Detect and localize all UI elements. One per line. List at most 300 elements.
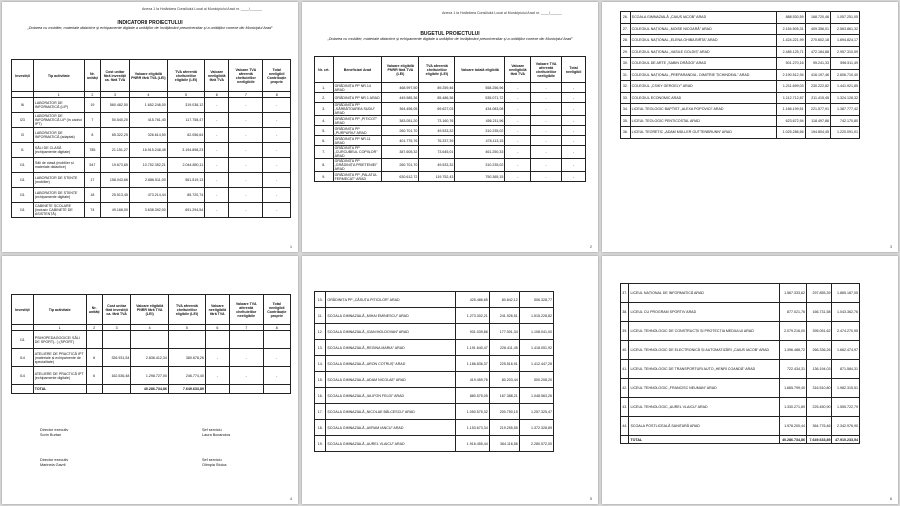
table-cell: 297.855,39 <box>807 284 832 303</box>
table-cell: COLEGIUL ECONOMIC ARAD <box>630 92 776 104</box>
index-cell: 5 <box>168 325 205 331</box>
budget-body-cont-3 <box>621 284 860 436</box>
table-cell: 17. <box>315 404 326 420</box>
table-cell: 65.322,25 <box>101 128 130 143</box>
table-cell: 80.203,44 <box>489 372 519 388</box>
table-cell: 117.758,47 <box>167 113 204 128</box>
table-cell: - <box>229 113 263 128</box>
table-cell: - <box>205 188 229 203</box>
table-row <box>621 69 860 81</box>
table-cell: 1.048.563,26 <box>519 388 553 404</box>
table-cell: 73.160,76 <box>419 116 455 126</box>
table-cell: COLEGIUL „CSIKY GERGELY” ARAD <box>630 81 776 93</box>
table-cell: 162.536,48 <box>102 367 131 385</box>
signature-person: Laura Bocancios <box>202 433 231 437</box>
table-cell: 89.259,46 <box>419 83 455 93</box>
indicators-body <box>12 98 291 218</box>
total-row <box>621 436 860 444</box>
table-cell: LICEUL TEHNOLOGIC DE ELECTRONICĂ ȘI AUTOMATIZĂRI „CAIUS IACOB” ARAD <box>629 341 779 360</box>
document-page-3 <box>602 2 898 252</box>
signature-block <box>202 458 226 468</box>
table-cell: 219.255,55 <box>489 420 519 436</box>
table-cell: 118.497,86 <box>805 115 830 127</box>
table-cell: 167.388,21 <box>489 388 519 404</box>
col-header: Valoare TVA aferentă cheltuielilor neeligibile <box>531 57 562 83</box>
table-cell: 16. <box>315 388 326 404</box>
index-cell: 1 <box>33 325 86 331</box>
signature-block <box>40 428 68 438</box>
table-row <box>315 136 586 146</box>
document-page-4 <box>2 256 298 504</box>
table-cell: - <box>505 172 531 182</box>
table-cell: 1. <box>315 83 334 93</box>
table-row <box>315 308 554 324</box>
col-header: Cost unitar fără investiții ca. fără TVA <box>101 60 130 92</box>
col-header: Total neeligibil Contribuție proprie <box>263 295 290 325</box>
table-cell: - <box>531 172 562 182</box>
table-cell: 2.474.270,95 <box>832 322 860 341</box>
table-cell: 1.396.488,72 <box>779 341 807 360</box>
table-cell: 95.241,33 <box>805 58 830 70</box>
total-value: 7.649.633,89 <box>807 436 832 444</box>
table-cell: 2.280.572,00 <box>519 436 553 452</box>
table-row <box>621 12 860 24</box>
table-cell: 19. <box>315 436 326 452</box>
table-cell: LABORATOR DE ȘTIINȚE (mobilier) <box>33 173 84 188</box>
table-row <box>315 372 554 388</box>
table-cell: 158.043,66 <box>101 173 130 188</box>
table-cell: 2.342.976,90 <box>832 417 860 436</box>
table-cell: 49.533,32 <box>419 159 455 172</box>
table-cell: GRĂDINIȚA PP NR.1 ARAD <box>333 93 382 103</box>
table-cell: COLEGIUL NAȚIONAL „VASILE GOLDIȘ” ARAD <box>630 46 776 58</box>
table-cell: 1.424.221,99 <box>776 35 805 47</box>
table-cell: 168.720,46 <box>805 12 830 24</box>
table-header-row <box>12 60 291 92</box>
signature-role: Șef serviciu <box>202 428 222 432</box>
table-cell: COLEGIUL NAȚIONAL „PREPARANDIA - DIMITRIE ȚICHINDEAL” ARAD <box>630 69 776 81</box>
table-cell: 326.931,54 <box>102 349 131 367</box>
table-cell: - <box>505 136 531 146</box>
table-cell: - <box>505 116 531 126</box>
table-cell: - <box>263 173 291 188</box>
table-cell: 535.071,72 <box>455 93 505 103</box>
table-cell: 1.043.362,76 <box>832 303 860 322</box>
table-cell: ȘCOALA GIMNAZIALĂ „ADAM NICOLAE” ARAD <box>326 372 455 388</box>
col-header: Valoare eligibilă PNRR fără TVA (LEI) <box>131 295 168 325</box>
table-cell: 1.153.673,34 <box>455 420 489 436</box>
table-cell: 319.038,12 <box>167 98 204 113</box>
table-cell: 383.051,20 <box>382 116 419 126</box>
table-cell: 1.112.712,87 <box>776 92 805 104</box>
table-cell: LICEUL TEOLOGIC BAPTIST „ALEXA POPOVICI” ARAD <box>630 104 776 116</box>
signature-role: Director executiv <box>40 428 69 432</box>
table-row <box>621 115 860 127</box>
table-row <box>315 292 554 308</box>
table-cell: - <box>263 158 291 173</box>
table-cell: 2.957.310,59 <box>830 46 859 58</box>
table-cell: 326.614,50 <box>129 128 167 143</box>
table-cell: 8. <box>315 159 334 172</box>
table-cell: 36. <box>621 127 631 139</box>
table-cell: I3 <box>12 128 34 143</box>
index-cell: 2 <box>84 92 100 98</box>
table-cell: 401.775,76 <box>382 136 419 146</box>
table-cell: GRĂDINIȚA PP „CĂSUȚA PITICILOR” ARAD <box>326 292 455 308</box>
total-label: TOTAL <box>33 385 86 394</box>
table-cell: 69.627,03 <box>419 103 455 116</box>
table-row <box>621 127 860 139</box>
table-cell: 270.602,18 <box>805 35 830 47</box>
table-row <box>315 126 586 136</box>
table-cell: - <box>562 136 586 146</box>
table-cell: 41. <box>621 360 629 379</box>
table-cell: 871.584,31 <box>832 360 860 379</box>
table-cell: 73.645,01 <box>419 146 455 159</box>
table-cell: 8 <box>84 128 100 143</box>
col-header: Total neeligibil Contribuție proprie <box>263 60 291 92</box>
table-cell: PSIHOPEDAGOGICE/ SĂLI DE SPORT(...) (SPORT) <box>33 331 86 349</box>
table-cell: - <box>562 83 586 93</box>
table-cell: 6 <box>86 367 102 385</box>
table-cell: I11 <box>12 203 34 218</box>
table-row <box>315 436 554 452</box>
table-cell: ȘCOALA GIMNAZIALĂ „ARON COTRUȘ” ARAD <box>326 356 455 372</box>
table-cell: 1.298.727,00 <box>131 367 168 385</box>
table-cell: CABINETE ȘCOLARE (inclusiv CABINETE DE ASISTENȚĂ) <box>33 203 84 218</box>
table-row <box>12 143 291 158</box>
table-cell: 1.050.575,32 <box>455 404 489 420</box>
table-cell: 425.486,65 <box>455 292 489 308</box>
table-cell: - <box>562 159 586 172</box>
table-row <box>621 92 860 104</box>
table-cell: 561.519,13 <box>167 173 204 188</box>
table-cell: 246.774,40 <box>168 367 205 385</box>
table-cell: 742.170,80 <box>830 115 859 127</box>
col-header: Investiții <box>12 295 34 325</box>
table-cell: - <box>229 98 263 113</box>
table-cell: 560.482,50 <box>101 98 130 113</box>
index-cell: 7 <box>229 325 263 331</box>
table-cell: 42. <box>621 379 629 398</box>
table-cell: 7 <box>84 113 100 128</box>
total-value: 40.286.734,86 <box>131 385 168 394</box>
table-cell: - <box>229 128 263 143</box>
table-cell: LICEUL CU PROGRAM SPORTIV ARAD <box>629 303 779 322</box>
table-cell: 76.337,39 <box>419 136 455 146</box>
col-header: TVA aferentă cheltuielilor eligibile (LEI) <box>168 295 205 325</box>
table-cell: ȘCOALA GIMNAZIALĂ „NICOLAE BĂLCESCU” ARAD <box>326 404 455 420</box>
table-cell: - <box>531 103 562 116</box>
table-cell: I23 <box>12 113 34 128</box>
table-cell: - <box>562 172 586 182</box>
table-cell: 630.612,72 <box>382 172 419 182</box>
table-cell: 38. <box>621 303 629 322</box>
index-cell: 8 <box>263 325 290 331</box>
table-row <box>12 128 291 143</box>
table-cell: 2.606.710,40 <box>830 69 859 81</box>
table-cell: - <box>505 103 531 116</box>
table-cell: 3. <box>315 103 334 116</box>
table-cell: - <box>531 136 562 146</box>
total-row <box>12 385 291 394</box>
table-row <box>621 23 860 35</box>
table-cell: 18. <box>315 420 326 436</box>
table-cell: I14 <box>12 349 34 367</box>
table-row <box>12 158 291 173</box>
table-cell: 9. <box>315 172 334 182</box>
col-header: Beneficiar/ Arad <box>333 57 382 83</box>
table-cell: 4. <box>315 116 334 126</box>
page-number: 4 <box>290 497 292 501</box>
table-cell: - <box>531 83 562 93</box>
table-cell: ȘCOALA GIMNAZIALĂ „IOAN MOLDOVAN” ARAD <box>326 324 455 340</box>
col-header: Total neeligibil <box>562 57 586 83</box>
table-cell: 33. <box>621 92 631 104</box>
table-cell: - <box>505 93 531 103</box>
table-cell: 1.211.699,03 <box>776 81 805 93</box>
table-cell: 558.256,96 <box>455 83 505 93</box>
header-note: Anexa 1 la Hotărârea Consiliului Local al Municipiului Arad nr. ____/______ <box>442 11 562 15</box>
table-row <box>315 356 554 372</box>
table-cell: ATELIERE DE PRACTICĂ IPT (echipamente digitale) <box>33 367 86 385</box>
table-cell: - <box>229 349 263 367</box>
table-cell: 6. <box>315 136 334 146</box>
table-cell: 1.418.051,92 <box>519 340 553 356</box>
table-row <box>621 398 860 417</box>
col-header: Valoare neeligibilă fără TVA <box>205 60 229 92</box>
page-number: 2 <box>590 245 592 249</box>
page-number: 3 <box>890 245 892 249</box>
table-cell: 468.997,50 <box>382 83 419 93</box>
table-cell: 1.441.921,85 <box>830 81 859 93</box>
table-cell: 1.025.286,56 <box>776 127 805 139</box>
table-cell: - <box>205 158 229 173</box>
table-cell: 26. <box>621 12 631 24</box>
budget-body <box>315 83 586 182</box>
table-row <box>621 46 860 58</box>
budget-table-cont <box>620 283 860 444</box>
table-row <box>621 360 860 379</box>
index-cell: 6 <box>205 92 229 98</box>
table-cell: 395.051,62 <box>807 322 832 341</box>
table-cell: - <box>562 116 586 126</box>
table-cell: 364.456,05 <box>382 103 419 116</box>
table-row <box>12 367 291 385</box>
table-cell: 37. <box>621 284 629 303</box>
table-cell: 596.511,49 <box>830 58 859 70</box>
table-cell: GRĂDINIȚA PP NR.11 ARAD <box>333 136 382 146</box>
table-cell: Săli de clasă (mobilier și materiale didactice) <box>33 158 84 173</box>
document-page-1 <box>2 2 298 252</box>
table-cell: 30. <box>621 58 631 70</box>
indicators-body-cont <box>12 331 291 385</box>
table-cell: 266.336,26 <box>807 341 832 360</box>
table-cell: 35. <box>621 115 631 127</box>
table-cell: LICEUL TEHNOLOGIC „AUREL VLAICU” ARAD <box>629 398 779 417</box>
table-cell: LABORATOR DE INFORMATICĂ LIP (în cadrul IPT) <box>33 113 84 128</box>
table-cell: LICEUL TEOLOGIC PENTICOSTAL ARAD <box>630 115 776 127</box>
table-cell: 750.365,15 <box>455 172 505 182</box>
table-cell: 434.083,08 <box>455 103 505 116</box>
table-cell: 456.211,96 <box>455 116 505 126</box>
signature-role: Director executiv <box>40 458 69 462</box>
table-row <box>621 379 860 398</box>
table-row <box>315 83 586 93</box>
table-cell: 44. <box>621 417 629 436</box>
table-cell: ATELIERE DE PRACTICĂ IPT (materiale și echipamente de specialitate) <box>33 349 86 367</box>
table-cell: - <box>263 143 291 158</box>
table-cell: 1.567.333,62 <box>779 284 807 303</box>
table-row <box>12 331 291 349</box>
table-cell: 200.750,15 <box>489 404 519 420</box>
table-cell: 1.372.328,89 <box>519 420 553 436</box>
table-cell: I14 <box>12 367 34 385</box>
table-cell: 623.672,94 <box>776 115 805 127</box>
table-cell: 1.273.302,21 <box>455 308 489 324</box>
table-cell: 722.434,31 <box>779 360 807 379</box>
table-cell: 221.577,91 <box>805 104 830 116</box>
table-cell: - <box>263 349 290 367</box>
table-row <box>315 93 586 103</box>
table-cell: 2.686.511,00 <box>129 173 167 188</box>
table-cell: GRĂDINIȚA PP „SĂRBĂTOAREA SUDU” ARAD <box>333 103 382 116</box>
page-title: BUGETUL PROIECTULUI <box>420 31 480 37</box>
document-page-5 <box>302 256 598 504</box>
table-cell: 50.540,20 <box>101 113 130 128</box>
table-cell: - <box>531 93 562 103</box>
table-cell: 80.842,12 <box>489 292 519 308</box>
table-cell: 472.184,88 <box>805 46 830 58</box>
table-cell: 364.776,46 <box>807 417 832 436</box>
table-cell: 29. <box>621 46 631 58</box>
table-cell <box>263 331 290 349</box>
table-row <box>315 388 554 404</box>
table-cell: 3.194.898,23 <box>167 143 204 158</box>
table-cell: 241.926,51 <box>489 308 519 324</box>
table-cell: ȘCOALA GIMNAZIALĂ „REGINA MARIA” ARAD <box>326 340 455 356</box>
table-cell: - <box>205 367 229 385</box>
index-cell: 3 <box>101 92 130 98</box>
table-row <box>315 420 554 436</box>
table-cell: 1.324.128,32 <box>830 92 859 104</box>
table-cell: GRĂDINIȚA PP „GRĂDINIȚA PRIETENIEI” ARAD <box>333 159 382 172</box>
table-row <box>315 159 586 172</box>
page-number: 5 <box>590 497 592 501</box>
budget-table <box>314 56 586 182</box>
table-row <box>12 113 291 128</box>
document-page-2 <box>302 2 598 252</box>
table-cell: ȘCOALA GIMNAZIALĂ „MIHAI EMINESCU” ARAD <box>326 308 455 324</box>
table-cell: ȘCOALA GIMNAZIALĂ „CAIUS IACOB” ARAD <box>630 12 776 24</box>
table-cell: - <box>205 143 229 158</box>
table-cell: 25.513,45 <box>101 188 130 203</box>
table-cell: GRĂDINIȚA PP „CURCUBEUL COPIILOR” ARAD <box>333 146 382 159</box>
table-row <box>621 417 860 436</box>
index-cell: 4 <box>131 325 168 331</box>
col-header: TVA aferentă cheltuielilor eligibile (LEI) <box>419 57 455 83</box>
col-header: TVA aferentă cheltuielilor eligibile (LEI) <box>167 60 204 92</box>
table-row <box>621 284 860 303</box>
table-cell: - <box>205 113 229 128</box>
table-row <box>315 116 586 126</box>
table-cell: 2.190.512,94 <box>776 69 805 81</box>
table-cell: LABORATOR DE INFORMATICĂ (adaptat) <box>33 128 84 143</box>
table-cell: 1.865.187,05 <box>832 284 860 303</box>
table-row <box>621 35 860 47</box>
table-cell: 2.044.850,11 <box>167 158 204 173</box>
table-cell: 785 <box>84 143 100 158</box>
table-cell: 1.166.199,51 <box>776 104 805 116</box>
table-row <box>12 173 291 188</box>
table-cell: - <box>505 159 531 172</box>
table-cell: - <box>505 126 531 136</box>
index-cell: 7 <box>229 92 263 98</box>
table-cell: - <box>531 159 562 172</box>
table-cell: COLEGIUL NAȚIONAL „MOISE NICOARĂ” ARAD <box>630 23 776 35</box>
table-cell: 1.652.246,00 <box>129 98 167 113</box>
table-row <box>621 58 860 70</box>
page-number: 6 <box>890 497 892 501</box>
table-row <box>315 324 554 340</box>
index-cell: 3 <box>102 325 131 331</box>
table-cell: 506.328,77 <box>519 292 553 308</box>
table-cell: - <box>263 188 291 203</box>
table-cell: 7. <box>315 146 334 159</box>
table-cell: 1.257.325,47 <box>519 404 553 420</box>
table-cell: ȘCOALA GIMNAZIALĂ „IULIFON FELDI” ARAD <box>326 388 455 404</box>
col-header: Cost unitar fără investiții ca. fără TVA <box>102 295 131 325</box>
table-cell: 380.678,26 <box>168 349 205 367</box>
document-page-6 <box>602 256 898 504</box>
table-cell: 2.485.125,71 <box>776 46 805 58</box>
table-cell: 28. <box>621 35 631 47</box>
table-cell: 211.415,45 <box>805 92 830 104</box>
table-cell: 2. <box>315 93 334 103</box>
col-header: Nr. unități <box>86 295 102 325</box>
table-row <box>621 303 860 322</box>
table-cell: 880.575,05 <box>455 388 489 404</box>
header-note: Anexa 1 la Hotărârea Consiliului Local al Municipiului Arad nr. ____/______ <box>142 7 262 11</box>
table-cell: 415.761,40 <box>129 113 167 128</box>
col-header: Nr. unități <box>84 60 100 92</box>
table-cell: - <box>229 143 263 158</box>
index-cell: 2 <box>86 325 102 331</box>
table-cell: - <box>505 146 531 159</box>
table-cell <box>229 331 263 349</box>
table-cell: 85.486,36 <box>419 93 455 103</box>
table-cell: 39. <box>621 322 629 341</box>
table-cell: 136.194,03 <box>807 360 832 379</box>
page-subtitle: „Dotarea cu mobilier, materiale didactice și echipamente digitale a unităților de învățământ preuniversitar și a unităților conexe din Municipiul Arad” <box>27 26 273 30</box>
table-cell: 1.387.777,42 <box>830 104 859 116</box>
table-cell: I1 <box>12 143 34 158</box>
table-cell: 1.057.251,05 <box>830 12 859 24</box>
table-cell: 461.250,33 <box>455 146 505 159</box>
table-cell: 2.836.412,34 <box>131 349 168 367</box>
table-cell: 21.151,27 <box>101 143 130 158</box>
table-cell: 12. <box>315 324 326 340</box>
table-cell: 1.916.455,44 <box>455 436 489 452</box>
table-cell: - <box>263 98 291 113</box>
table-cell: 931.039,66 <box>455 324 489 340</box>
table-cell: 1.694.824,17 <box>830 35 859 47</box>
table-cell: 226.411,45 <box>489 340 519 356</box>
table-cell: 416.197,46 <box>805 69 830 81</box>
table-cell: 1.982.315,51 <box>832 379 860 398</box>
table-row <box>315 340 554 356</box>
table-cell: 547 <box>84 158 100 173</box>
